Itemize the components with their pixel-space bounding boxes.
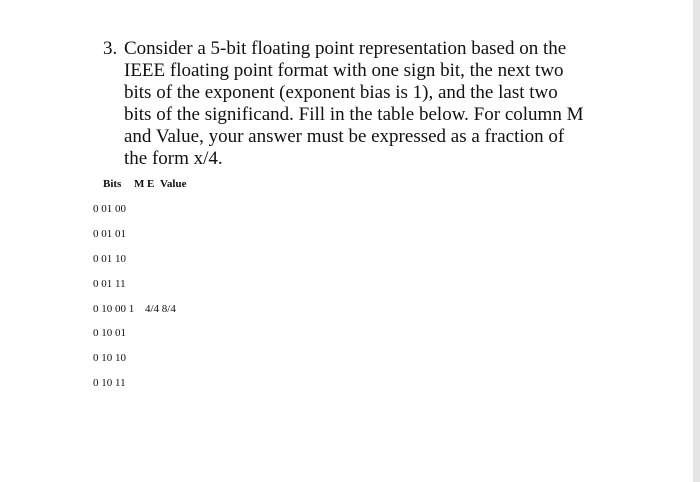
question-line: the form x/4. bbox=[124, 148, 223, 169]
table-row bbox=[93, 278, 126, 290]
question-number: 3. bbox=[103, 38, 118, 59]
table-row bbox=[93, 228, 126, 240]
row-bits: 0 10 00 bbox=[93, 303, 126, 315]
question-line: bits of the exponent (exponent bias is 1), and the last two bbox=[124, 82, 558, 103]
question-line: and Value, your answer must be expressed as a fraction of bbox=[124, 126, 565, 147]
row-bits: 0 01 00 bbox=[93, 203, 126, 215]
table-row bbox=[93, 327, 126, 339]
question-line: IEEE floating point format with one sign bit, the next two bbox=[124, 60, 564, 81]
row-e: 1 bbox=[128, 303, 135, 315]
header-e: E bbox=[147, 178, 155, 190]
row-bits: 0 10 11 bbox=[93, 377, 126, 389]
question-line: Consider a 5-bit floating point representation based on the bbox=[124, 38, 567, 59]
header-bits: Bits bbox=[103, 178, 122, 190]
page-edge bbox=[693, 0, 700, 482]
question-text bbox=[124, 38, 603, 170]
table-row bbox=[93, 377, 126, 389]
row-bits: 0 01 11 bbox=[93, 278, 126, 290]
row-bits: 0 01 01 bbox=[93, 228, 126, 240]
header-m: M bbox=[134, 178, 145, 190]
table-row bbox=[93, 203, 126, 215]
row-bits: 0 10 01 bbox=[93, 327, 126, 339]
question-block bbox=[103, 38, 603, 170]
header-value: Value bbox=[160, 178, 187, 190]
row-value: 4/4 8/4 bbox=[145, 303, 176, 315]
table-row bbox=[93, 253, 126, 265]
question-line: bits of the significand. Fill in the table below. For column M bbox=[124, 104, 584, 125]
row-bits: 0 10 10 bbox=[93, 352, 126, 364]
table-row bbox=[93, 352, 126, 364]
row-bits: 0 01 10 bbox=[93, 253, 126, 265]
table-row bbox=[93, 303, 176, 315]
table-header bbox=[103, 178, 187, 190]
